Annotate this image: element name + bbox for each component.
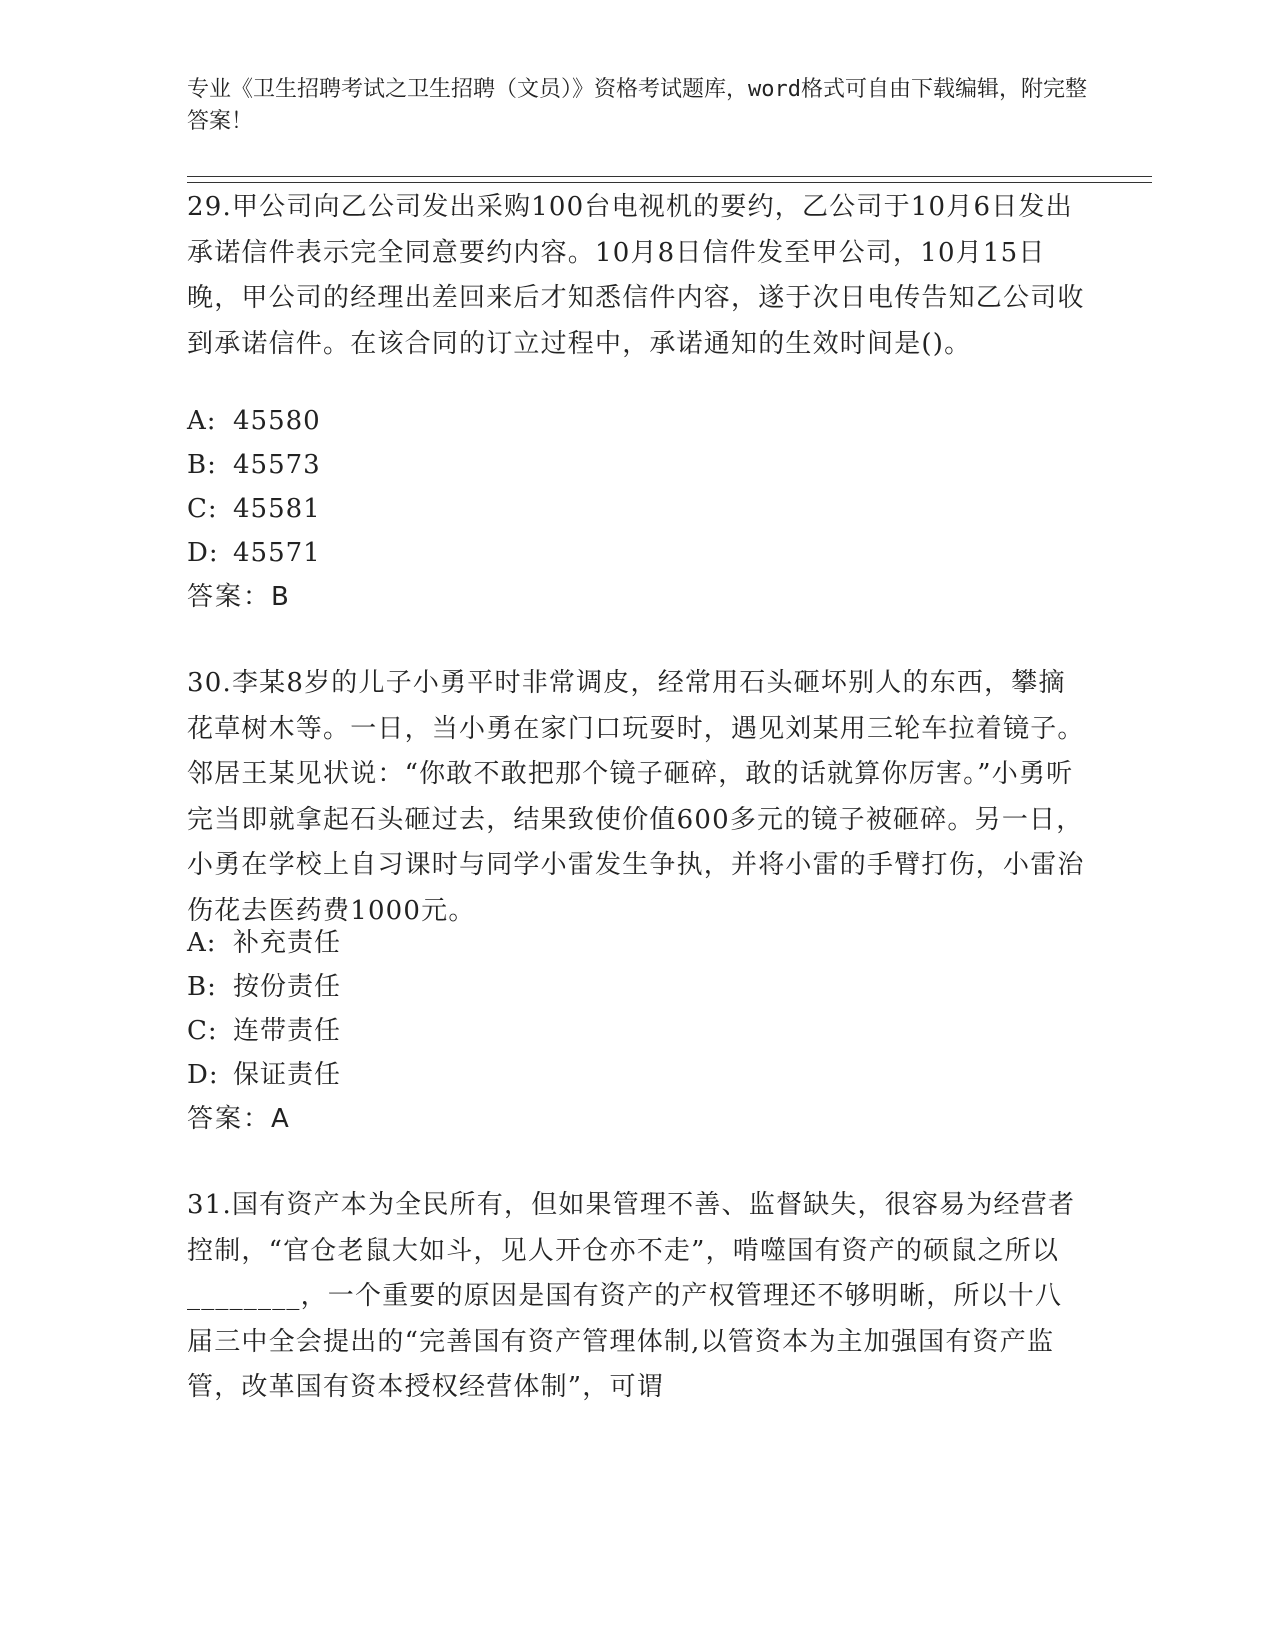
option-key: C:	[187, 1016, 218, 1046]
option-text: 45573	[233, 450, 321, 480]
question-30-stem: 30.李某8岁的儿子小勇平时非常调皮，经常用石头砸坏别人的东西，攀摘花草树木等。一日，当小勇在家门口玩耍时，遇见刘某用三轮车拉着镜子。邻居王某见状说：“你敢不敢把那个镜子砸碎，敢的话就算你厉害。”小勇听完当即就拿起石头砸过去，结果致使价值600多元的镜子被砸碎。另一日，小勇在学校上自习课时与同学小雷发生争执，并将小雷的手臂打伤，小雷治伤花去医药费1000元。	[187, 668, 1085, 926]
option-key: C:	[187, 494, 218, 524]
page-header-text: 专业《卫生招聘考试之卫生招聘（文员）》资格考试题库，word格式可自由下载编辑，附完整答案！	[187, 77, 1087, 134]
option-key: B:	[187, 972, 217, 1002]
option-text: 保证责任	[233, 1060, 342, 1090]
question-30-answer: 答案：A	[187, 1104, 291, 1134]
option-text: 补充责任	[233, 928, 342, 958]
option-text: 45571	[233, 538, 321, 568]
question-29-option-b	[187, 449, 321, 481]
question-30-option-b	[187, 971, 341, 1003]
question-30-option-c	[187, 1015, 341, 1047]
question-30-option-a	[187, 927, 341, 959]
question-31-stem: 31.国有资产本为全民所有，但如果管理不善、监督缺失，很容易为经营者控制，“官仓老鼠大如斗，见人开仓亦不走”，啃噬国有资产的硕鼠之所以________，一个重要的原因是国有资产的产权管理还不够明晰，所以十八届三中全会提出的“完善国有资产管理体制,以管资本为主加强国有资产监管，改革国有资本授权经营体制”，可谓	[187, 1190, 1076, 1402]
header-divider	[187, 176, 1152, 183]
option-key: A:	[187, 406, 217, 436]
option-key: D:	[187, 1060, 219, 1090]
option-text: 45581	[233, 494, 321, 524]
question-29-option-a	[187, 405, 321, 437]
option-text: 按份责任	[233, 972, 342, 1002]
question-29-option-d	[187, 537, 321, 569]
option-key: A:	[187, 928, 217, 958]
question-29-option-c	[187, 493, 321, 525]
question-30-option-d	[187, 1059, 341, 1091]
question-29-stem: 29.甲公司向乙公司发出采购100台电视机的要约，乙公司于10月6日发出承诺信件表示完全同意要约内容。10月8日信件发至甲公司，10月15日晚，甲公司的经理出差回来后才知悉信件内容，遂于次日电传告知乙公司收到承诺信件。在该合同的订立过程中，承诺通知的生效时间是()。	[187, 192, 1085, 359]
option-text: 45580	[233, 406, 321, 436]
option-key: D:	[187, 538, 219, 568]
option-text: 连带责任	[233, 1016, 342, 1046]
option-key: B:	[187, 450, 217, 480]
question-29-answer: 答案：B	[187, 582, 291, 612]
